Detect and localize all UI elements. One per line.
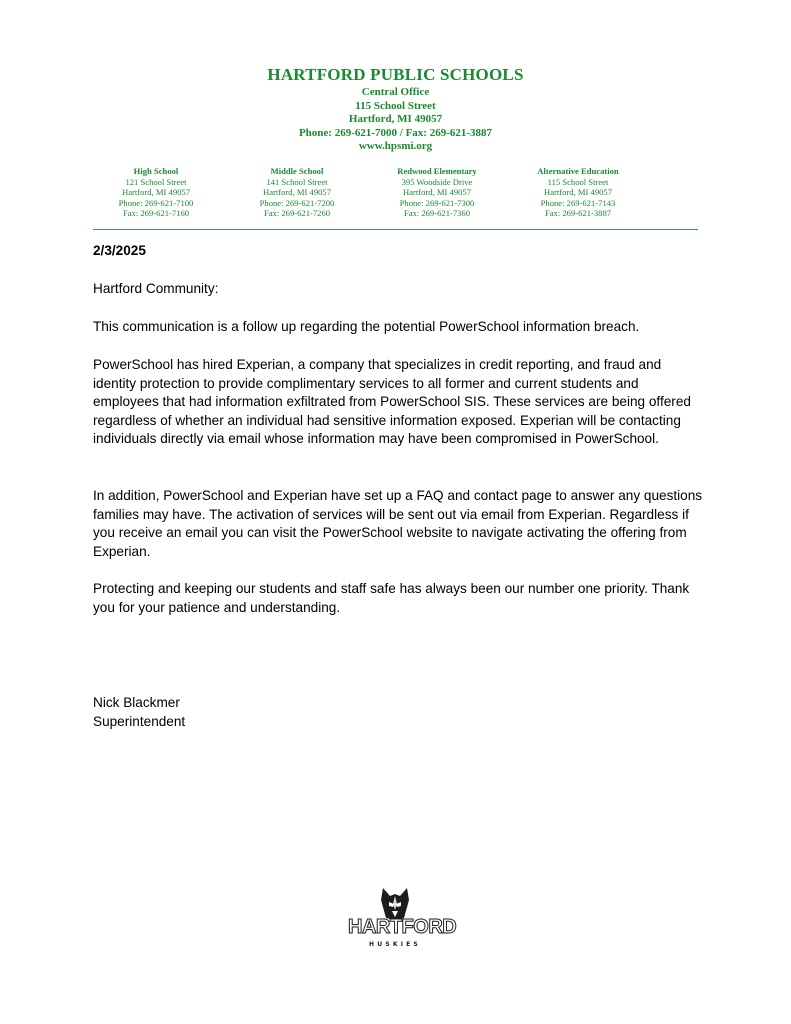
school-city: Hartford, MI 49057 [402, 187, 472, 198]
school-fax: Fax: 269-621-7360 [403, 208, 471, 219]
school-fax: Fax: 269-621-3887 [544, 208, 612, 219]
school-phone: Phone: 269-621-7200 [259, 197, 335, 208]
letterhead-divider [93, 229, 698, 230]
letter-salutation: Hartford Community: [93, 281, 219, 296]
school-alternative [508, 166, 648, 219]
school-phone: Phone: 269-621-7300 [399, 197, 475, 208]
paragraph: Protecting and keeping our students and staff safe has always been our number one priority. Thank you for your patience and understanding. [93, 581, 690, 615]
letter-date: 2/3/2025 [93, 243, 146, 258]
school-name: Alternative Education [537, 166, 619, 176]
school-street: 115 School Street [547, 176, 609, 187]
school-city: Hartford, MI 49057 [543, 187, 613, 198]
school-street: 141 School Street [266, 176, 328, 187]
school-phone: Phone: 269-621-7100 [118, 197, 194, 208]
office-street: 115 School Street [355, 99, 436, 112]
school-phone: Phone: 269-621-7143 [540, 197, 616, 208]
paragraph: In addition, PowerSchool and Experian have set up a FAQ and contact page to answer any questions families may have. The activation of services will be sent out via email from Experian. Regardless if you receive an email you can visit the PowerSchool website to navigate activating the offering from Experian. [93, 488, 703, 559]
school-city: Hartford, MI 49057 [262, 187, 332, 198]
logo-wordmark: HARTFORD [348, 916, 457, 938]
school-name: High School [133, 166, 179, 176]
office-name: Central Office [361, 86, 430, 98]
school-high [86, 166, 226, 219]
office-phone-fax: Phone: 269-621-7000 / Fax: 269-621-3887 [298, 126, 493, 139]
school-fax: Fax: 269-621-7260 [263, 208, 331, 219]
signature-title: Superintendent [93, 713, 186, 729]
school-name: Redwood Elementary [397, 166, 477, 176]
husky-head-icon [348, 886, 442, 920]
school-city: Hartford, MI 49057 [121, 187, 191, 198]
school-name: Middle School [270, 166, 324, 176]
signature-name: Nick Blackmer [93, 695, 180, 710]
signature-block [93, 694, 703, 731]
district-title: HARTFORD PUBLIC SCHOOLS [267, 65, 524, 84]
school-street: 395 Woodside Drive [401, 176, 473, 187]
district-website[interactable]: www.hpsmi.org [358, 140, 433, 153]
letterhead [0, 64, 791, 154]
school-redwood [367, 166, 507, 219]
school-fax: Fax: 269-621-7160 [122, 208, 190, 219]
school-directory [86, 166, 666, 222]
office-city: Hartford, MI 49057 [348, 113, 443, 126]
school-street: 121 School Street [125, 176, 187, 187]
paragraph: This communication is a follow up regarding the potential PowerSchool information breach. [93, 319, 640, 334]
school-middle [227, 166, 367, 219]
logo-subtitle: HUSKIES [369, 941, 421, 948]
paragraph: PowerSchool has hired Experian, a company that specializes in credit reporting, and fraud and identity protection to provide complimentary services to all former and current students and employees that had information exfiltrated from PowerSchool SIS. These services are being offered regardless of whether an individual had sensitive information exposed. Experian will be contacting individuals directly via email whose information may have been compromised in PowerSchool. [93, 357, 691, 447]
hartford-huskies-logo [348, 886, 457, 948]
